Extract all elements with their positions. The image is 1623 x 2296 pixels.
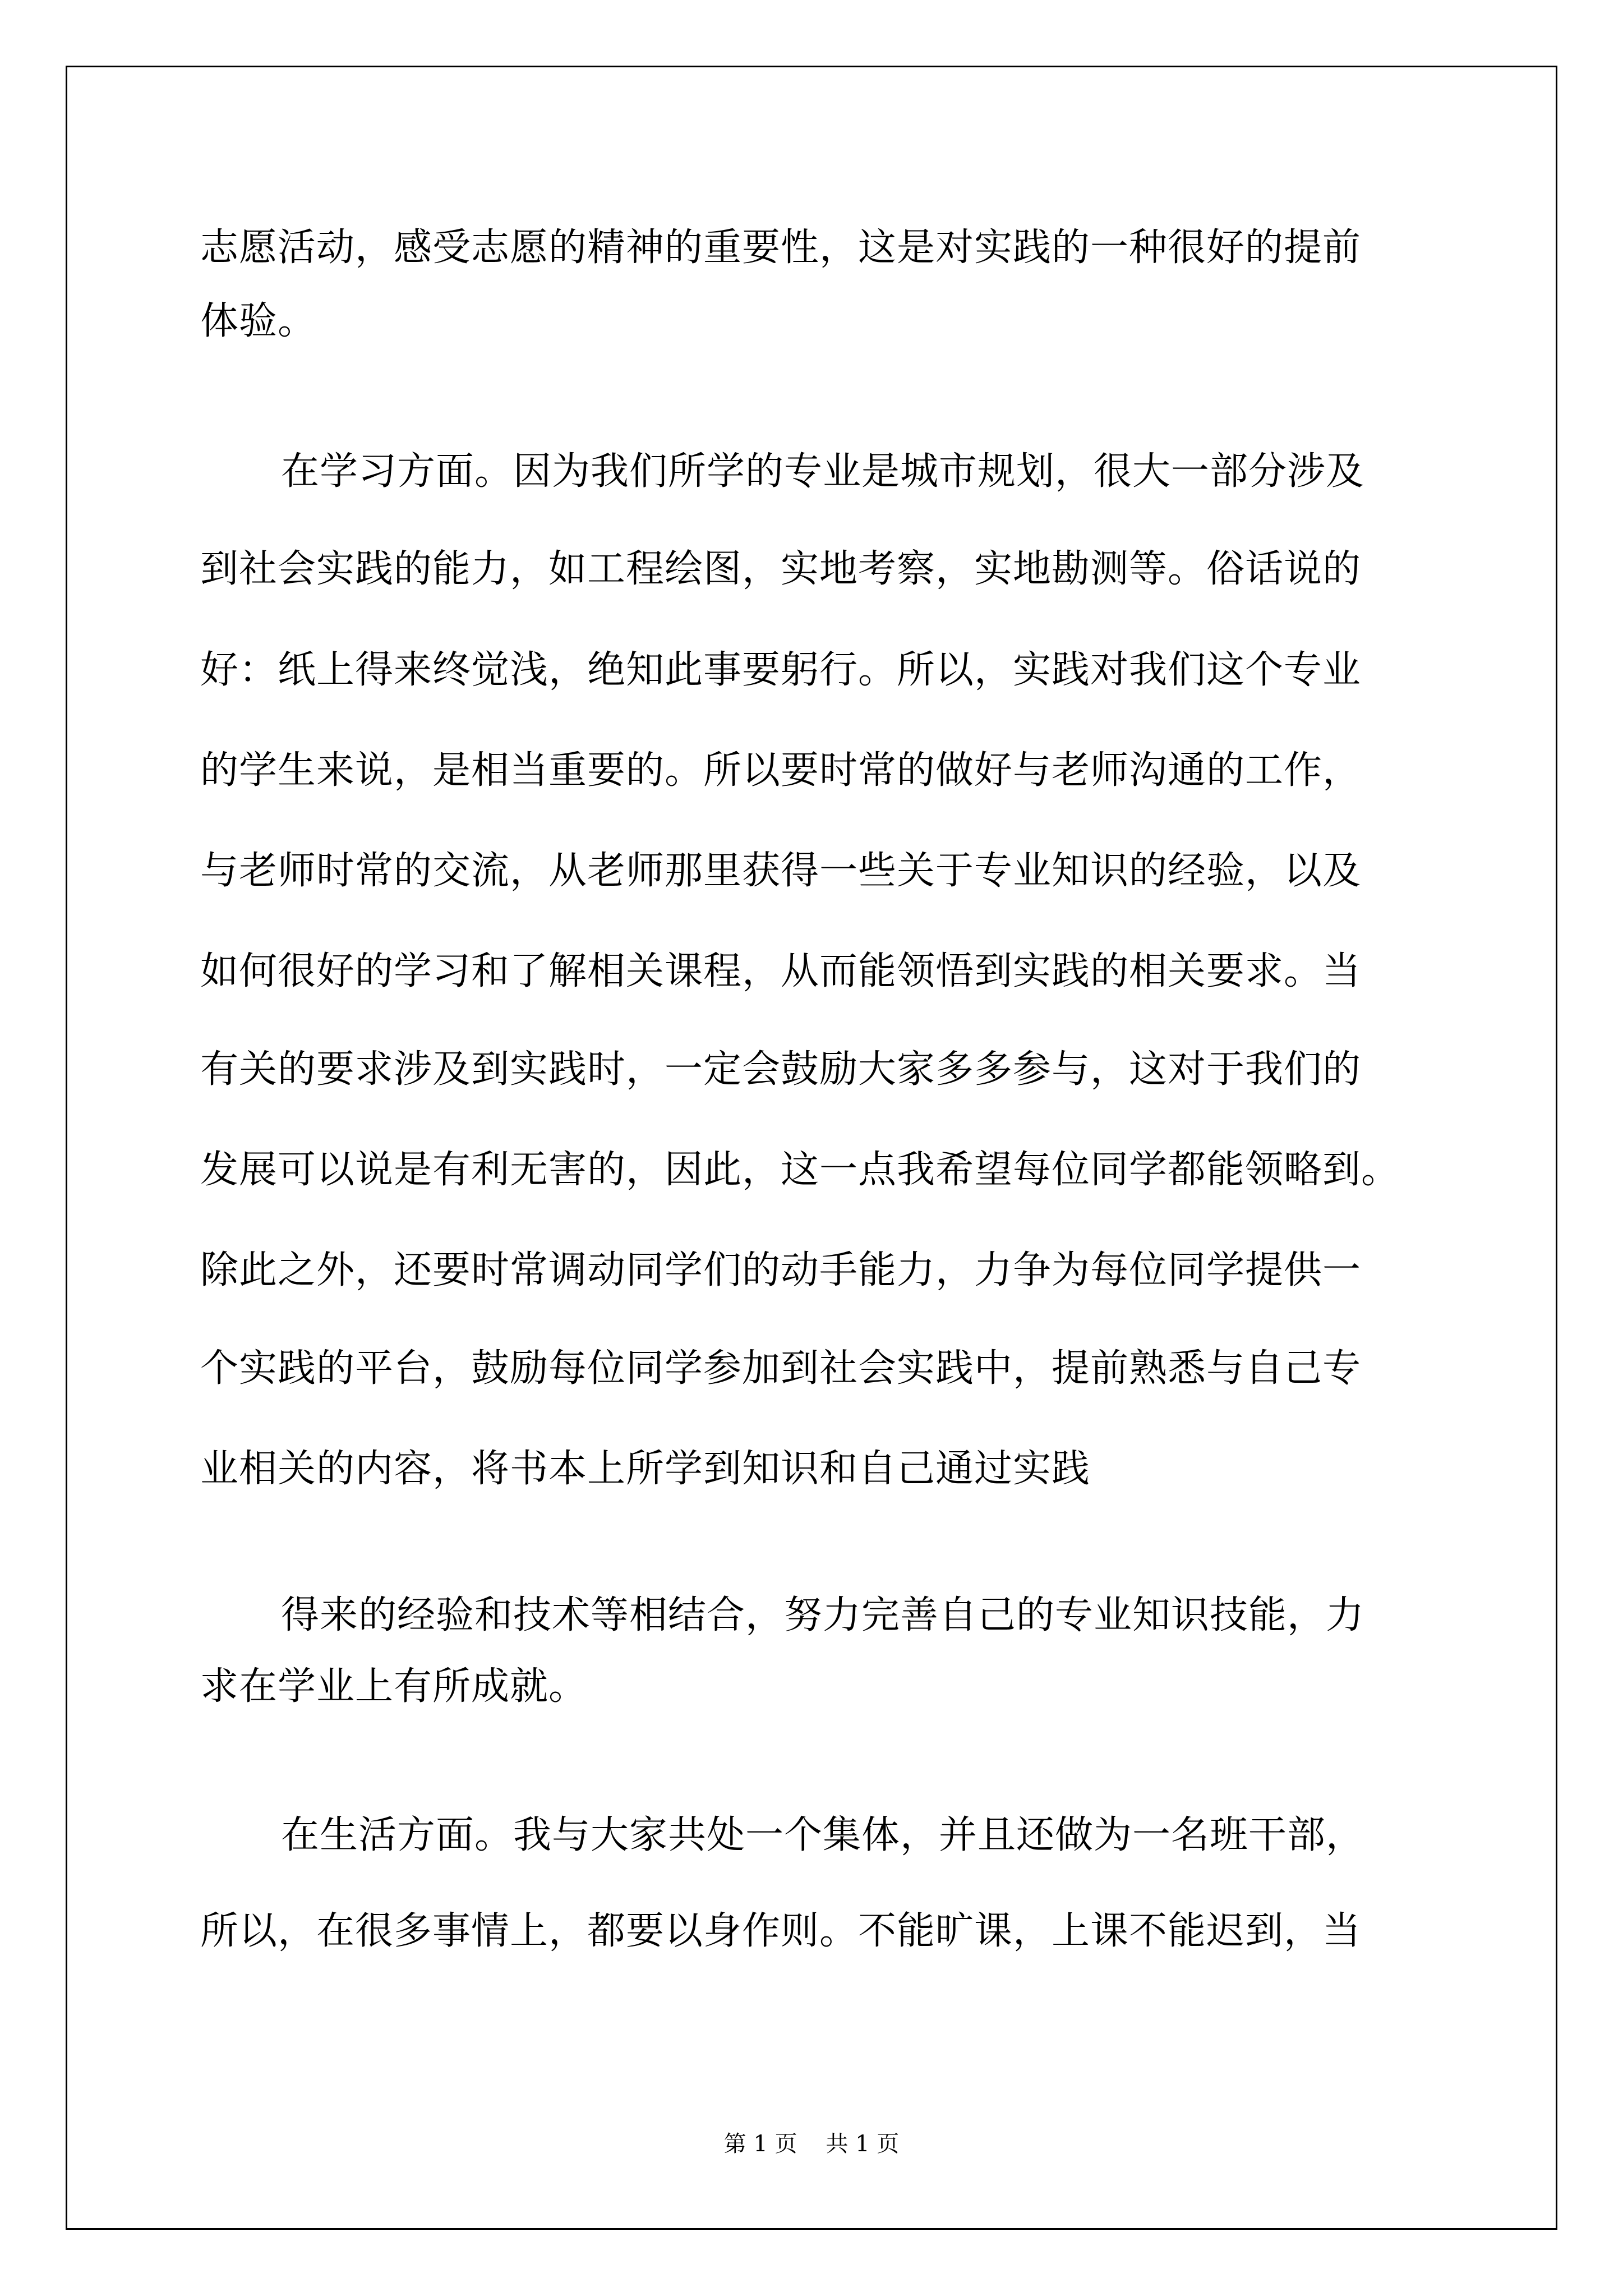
paragraph-start-line: 得来的经验和技术等相结合，努力完善自己的专业知识技能，力	[281, 1593, 1365, 1637]
text-line: 求在学业上有所成就。	[200, 1664, 588, 1709]
text-line: 体验。	[200, 299, 317, 343]
text-line: 如何很好的学习和了解相关课程，从而能领悟到实践的相关要求。当	[200, 949, 1362, 993]
text-line: 志愿活动，感受志愿的精神的重要性，这是对实践的一种很好的提前	[200, 226, 1362, 270]
text-line: 有关的要求涉及到实践时，一定会鼓励大家多多参与，这对于我们的	[200, 1047, 1362, 1092]
text-line: 所以，在很多事情上，都要以身作则。不能旷课，上课不能迟到，当	[200, 1909, 1362, 1953]
text-line: 与老师时常的交流，从老师那里获得一些关于专业知识的经验，以及	[200, 849, 1362, 893]
text-line: 个实践的平台，鼓励每位同学参加到社会实践中，提前熟悉与自己专	[200, 1346, 1362, 1391]
text-line: 发展可以说是有利无害的，因此，这一点我希望每位同学都能领略到。	[200, 1148, 1400, 1192]
paragraph-start-line: 在学习方面。因为我们所学的专业是城市规划，很大一部分涉及	[281, 449, 1365, 494]
paragraph-start-line: 在生活方面。我与大家共处一个集体，并且还做为一名班干部，	[281, 1813, 1365, 1857]
text-line: 除此之外，还要时常调动同学们的动手能力，力争为每位同学提供一	[200, 1248, 1362, 1292]
text-line: 的学生来说，是相当重要的。所以要时常的做好与老师沟通的工作，	[200, 748, 1362, 793]
text-line: 业相关的内容，将书本上所学到知识和自己通过实践	[200, 1447, 1091, 1491]
text-line: 好：纸上得来终觉浅，绝知此事要躬行。所以，实践对我们这个专业	[200, 648, 1362, 692]
text-line: 到社会实践的能力，如工程绘图，实地考察，实地勘测等。俗话说的	[200, 547, 1362, 591]
page-number-footer: 第 1 页 共 1 页	[723, 2131, 900, 2157]
